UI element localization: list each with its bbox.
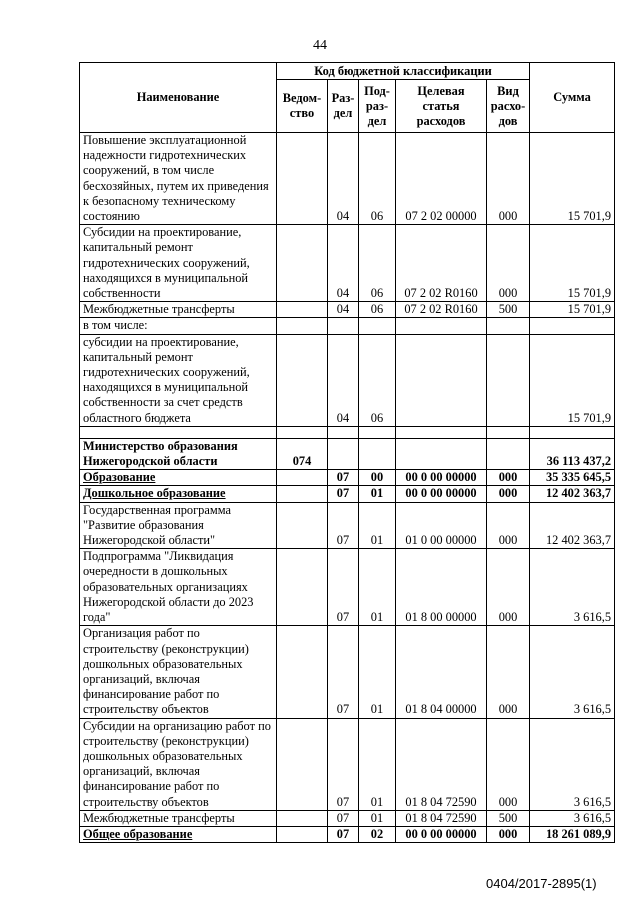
cell-name: Министерство образования Нижегородской области	[80, 438, 277, 469]
cell-name: Государственная программа "Развитие образования Нижегородской области"	[80, 502, 277, 549]
table-body	[80, 133, 615, 843]
cell-podrazdel	[359, 318, 396, 334]
cell-summa: 3 616,5	[530, 718, 615, 810]
cell-razdel: 04	[328, 302, 359, 318]
cell-name: в том числе:	[80, 318, 277, 334]
cell-vid	[487, 318, 530, 334]
cell-summa: 15 701,9	[530, 334, 615, 426]
cell-name: Субсидии на проектирование, капитальный ремонт гидротехнических сооружений, находящихся в муниципальной собственности	[80, 225, 277, 302]
cell-podrazdel: 02	[359, 826, 396, 842]
cell-ved: 074	[277, 438, 328, 469]
cell-ved	[277, 826, 328, 842]
cell-vid: 000	[487, 470, 530, 486]
cell-celevaya: 01 8 04 72590	[396, 718, 487, 810]
cell-name: Организация работ по строительству (реконструкции) дошкольных образовательных организаций, включая финансирование работ по строительству объектов	[80, 626, 277, 718]
cell-vid: 000	[487, 225, 530, 302]
cell-razdel: 04	[328, 225, 359, 302]
cell-name: Субсидии на организацию работ по строительству (реконструкции) дошкольных образовательных организаций, включая финансирование работ по строительству объектов	[80, 718, 277, 810]
table-row	[80, 133, 615, 225]
cell-podrazdel	[359, 426, 396, 438]
cell-celevaya	[396, 334, 487, 426]
table-row	[80, 549, 615, 626]
cell-razdel: 07	[328, 502, 359, 549]
cell-razdel: 07	[328, 486, 359, 502]
cell-vid: 500	[487, 810, 530, 826]
table-row	[80, 426, 615, 438]
document-code: 0404/2017-2895(1)	[486, 876, 597, 891]
cell-ved	[277, 225, 328, 302]
header-celevaya: Целевая статья расходов	[396, 80, 487, 133]
cell-celevaya: 01 8 00 00000	[396, 549, 487, 626]
table-row	[80, 318, 615, 334]
cell-ved	[277, 810, 328, 826]
cell-celevaya	[396, 426, 487, 438]
cell-vid: 000	[487, 549, 530, 626]
cell-podrazdel: 06	[359, 133, 396, 225]
cell-name: Межбюджетные трансферты	[80, 810, 277, 826]
cell-name: Подпрограмма "Ликвидация очередности в дошкольных образовательных организациях Нижегородской области до 2023 года"	[80, 549, 277, 626]
header-code-group: Код бюджетной классификации	[277, 63, 530, 80]
cell-razdel: 07	[328, 826, 359, 842]
cell-summa: 18 261 089,9	[530, 826, 615, 842]
cell-summa: 3 616,5	[530, 810, 615, 826]
cell-vid: 000	[487, 502, 530, 549]
cell-summa	[530, 426, 615, 438]
header-name: Наименование	[80, 63, 277, 133]
cell-celevaya: 00 0 00 00000	[396, 470, 487, 486]
cell-summa: 36 113 437,2	[530, 438, 615, 469]
cell-podrazdel	[359, 438, 396, 469]
cell-celevaya: 07 2 02 00000	[396, 133, 487, 225]
cell-text: Общее образование	[83, 826, 193, 841]
cell-podrazdel: 01	[359, 718, 396, 810]
cell-ved	[277, 302, 328, 318]
cell-summa: 15 701,9	[530, 133, 615, 225]
table-row	[80, 810, 615, 826]
cell-ved	[277, 626, 328, 718]
cell-vid	[487, 334, 530, 426]
cell-podrazdel: 01	[359, 626, 396, 718]
cell-name	[80, 426, 277, 438]
cell-celevaya: 00 0 00 00000	[396, 826, 487, 842]
page-number: 44	[313, 38, 327, 53]
cell-summa: 12 402 363,7	[530, 502, 615, 549]
table-row	[80, 502, 615, 549]
table-row	[80, 626, 615, 718]
cell-razdel	[328, 426, 359, 438]
cell-summa: 3 616,5	[530, 549, 615, 626]
cell-celevaya: 01 0 00 00000	[396, 502, 487, 549]
cell-celevaya: 01 8 04 00000	[396, 626, 487, 718]
cell-razdel: 07	[328, 718, 359, 810]
cell-vid	[487, 438, 530, 469]
header-summa: Сумма	[530, 63, 615, 133]
table-row	[80, 334, 615, 426]
cell-razdel: 04	[328, 334, 359, 426]
cell-name	[80, 826, 277, 842]
cell-name	[80, 470, 277, 486]
cell-celevaya	[396, 438, 487, 469]
table-row	[80, 718, 615, 810]
cell-name: Межбюджетные трансферты	[80, 302, 277, 318]
table-row	[80, 486, 615, 502]
cell-ved	[277, 334, 328, 426]
cell-text: Дошкольное образование	[83, 486, 226, 501]
cell-ved	[277, 133, 328, 225]
cell-razdel: 07	[328, 549, 359, 626]
cell-razdel: 04	[328, 133, 359, 225]
header-razdel: Раз-дел	[328, 80, 359, 133]
cell-ved	[277, 318, 328, 334]
cell-ved	[277, 486, 328, 502]
cell-celevaya: 01 8 04 72590	[396, 810, 487, 826]
cell-ved	[277, 470, 328, 486]
cell-celevaya: 07 2 02 R0160	[396, 302, 487, 318]
cell-vid	[487, 426, 530, 438]
table-row	[80, 826, 615, 842]
cell-summa: 3 616,5	[530, 626, 615, 718]
cell-summa: 35 335 645,5	[530, 470, 615, 486]
cell-summa	[530, 318, 615, 334]
cell-celevaya: 07 2 02 R0160	[396, 225, 487, 302]
cell-celevaya: 00 0 00 00000	[396, 486, 487, 502]
cell-ved	[277, 426, 328, 438]
table-row	[80, 438, 615, 469]
header-vedomstvo: Ведом-ство	[277, 80, 328, 133]
table-row	[80, 302, 615, 318]
cell-podrazdel: 01	[359, 810, 396, 826]
cell-vid: 000	[487, 486, 530, 502]
cell-podrazdel: 01	[359, 502, 396, 549]
table-row	[80, 225, 615, 302]
cell-ved	[277, 502, 328, 549]
cell-podrazdel: 06	[359, 334, 396, 426]
cell-razdel: 07	[328, 626, 359, 718]
cell-name: Повышение эксплуатационной надежности гидротехнических сооружений, в том числе бесхозяйных, путем их приведения к безопасному техническому состоянию	[80, 133, 277, 225]
cell-razdel: 07	[328, 470, 359, 486]
cell-summa: 15 701,9	[530, 225, 615, 302]
cell-razdel	[328, 318, 359, 334]
cell-vid: 000	[487, 826, 530, 842]
cell-name	[80, 486, 277, 502]
cell-podrazdel: 01	[359, 486, 396, 502]
cell-ved	[277, 549, 328, 626]
cell-vid: 000	[487, 718, 530, 810]
budget-table	[79, 62, 615, 843]
cell-podrazdel: 00	[359, 470, 396, 486]
cell-podrazdel: 06	[359, 302, 396, 318]
cell-razdel	[328, 438, 359, 469]
cell-vid: 000	[487, 133, 530, 225]
cell-podrazdel: 06	[359, 225, 396, 302]
cell-podrazdel: 01	[359, 549, 396, 626]
cell-name: субсидии на проектирование, капитальный ремонт гидротехнических сооружений, находящихся в муниципальной собственности за счет средств областного бюджета	[80, 334, 277, 426]
header-vid: Вид расхо-дов	[487, 80, 530, 133]
cell-razdel: 07	[328, 810, 359, 826]
cell-summa: 15 701,9	[530, 302, 615, 318]
cell-summa: 12 402 363,7	[530, 486, 615, 502]
cell-ved	[277, 718, 328, 810]
cell-vid: 000	[487, 626, 530, 718]
table-row	[80, 470, 615, 486]
cell-text: Образование	[83, 470, 156, 485]
cell-vid: 500	[487, 302, 530, 318]
cell-celevaya	[396, 318, 487, 334]
header-podrazdel: Под-раз-дел	[359, 80, 396, 133]
